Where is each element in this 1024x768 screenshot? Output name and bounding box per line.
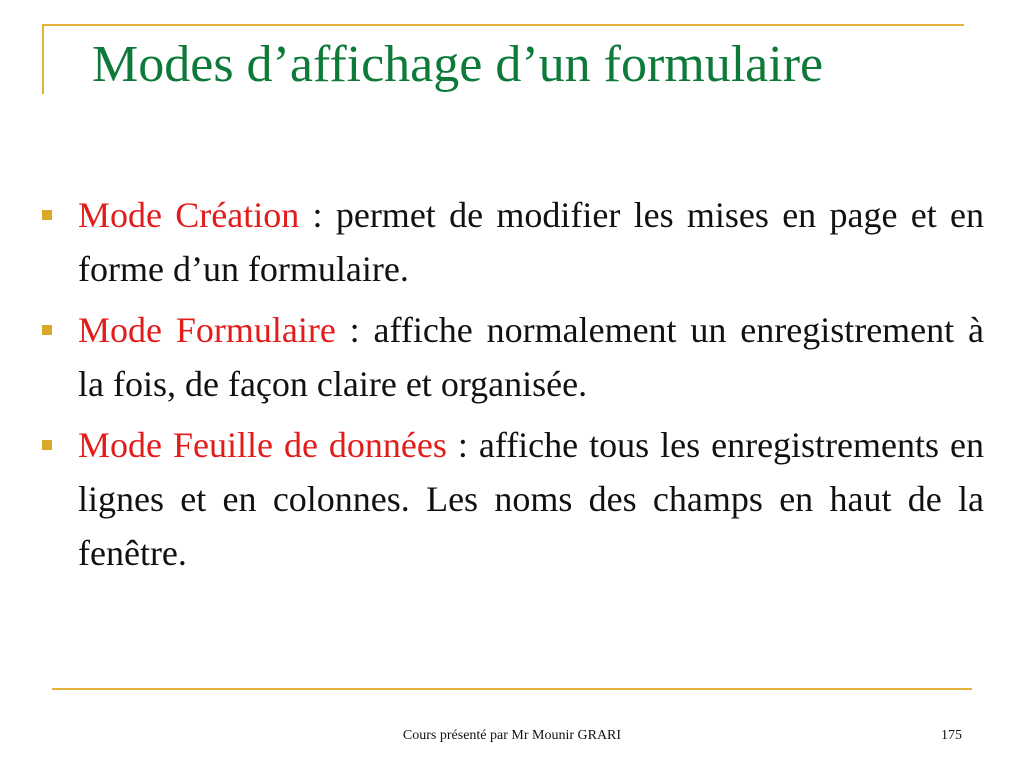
bullet-item-mode-formulaire xyxy=(42,303,984,411)
bullet-term: Mode Formulaire xyxy=(78,310,336,350)
bullet-text: affiche normalement un enregistrement à la fois, de façon claire et organisée. xyxy=(78,310,984,404)
page-number: 175 xyxy=(941,728,962,743)
square-bullet-icon xyxy=(42,210,52,220)
footer-text: Cours présenté par Mr Mounir GRARI xyxy=(402,728,622,743)
bottom-decorative-line xyxy=(52,688,972,690)
bullet-separator: : xyxy=(335,310,374,350)
slide-title: Modes d’affichage d’un formulaire xyxy=(92,36,824,93)
square-bullet-icon xyxy=(42,440,52,450)
bullet-text: permet de modifier les mises en page et en forme d’un formulaire. xyxy=(78,195,984,289)
bullet-separator: : xyxy=(299,195,336,235)
left-decorative-tick xyxy=(42,24,44,94)
bullet-separator: : xyxy=(446,425,479,465)
bullet-term: Mode Création xyxy=(78,195,300,235)
square-bullet-icon xyxy=(42,325,52,335)
bullet-item-mode-feuille-de-donnees xyxy=(42,418,984,580)
bullet-text: affiche tous les enregistrements en lignes et en colonnes. Les noms des champs en haut de la fenêtre. xyxy=(78,425,984,573)
top-decorative-line xyxy=(42,24,964,26)
bullet-item-mode-creation xyxy=(42,188,984,296)
bullet-list xyxy=(42,188,984,587)
bullet-term: Mode Feuille de données xyxy=(78,425,447,465)
